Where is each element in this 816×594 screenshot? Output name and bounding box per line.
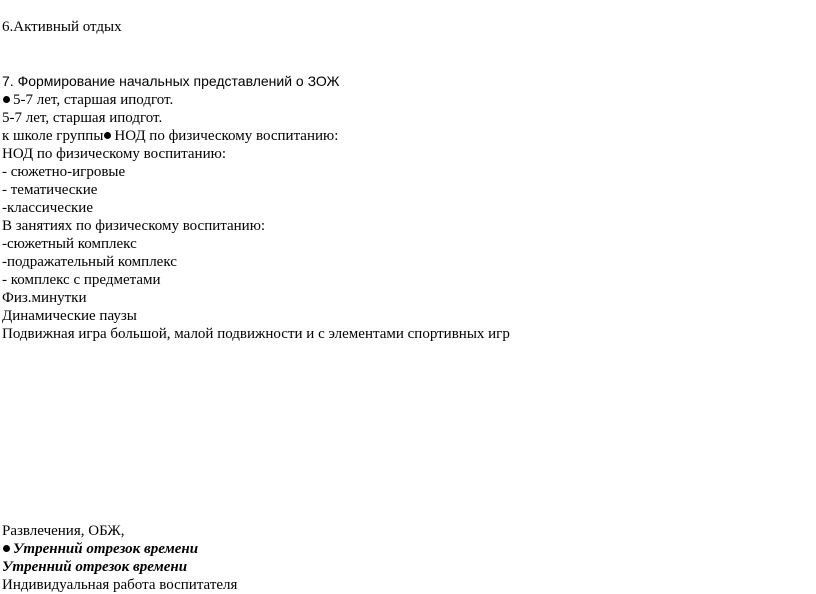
bullet-icon	[104, 132, 111, 139]
list-item-story-complex: -сюжетный комплекс	[2, 236, 137, 252]
pe-classes-heading: В занятиях по физическому воспитанию:	[2, 218, 266, 234]
heading-healthy-lifestyle: 7. Формирование начальных представлений о ЗОЖ	[2, 73, 340, 89]
pe-lesson-heading: НОД по физическому воспитанию:	[2, 146, 226, 162]
list-item-classic: -классические	[2, 200, 93, 216]
bullet-icon	[3, 96, 10, 103]
age-group-text: 5-7 лет, старшая иподгот.	[13, 92, 174, 108]
list-item-story-game: - сюжетно-игровые	[2, 164, 126, 180]
heading-active-rest: 6.Активный отдых	[2, 19, 122, 35]
list-item-imitative-complex: -подражательный комплекс	[2, 254, 177, 270]
individual-work-line: Индивидуальная работа воспитателя	[2, 577, 238, 593]
entertainment-line: Развлечения, ОБЖ,	[2, 523, 125, 539]
list-item-thematic: - тематические	[2, 182, 98, 198]
bullet-line-age-group	[2, 91, 173, 109]
bullet-line-morning	[2, 540, 198, 558]
list-item-dynamic-pauses: Динамические паузы	[2, 308, 137, 324]
morning-period-text: Утренний отрезок времени	[13, 541, 199, 557]
school-group-line	[2, 127, 338, 145]
morning-period-line: Утренний отрезок времени	[2, 559, 188, 575]
bullet-icon	[3, 545, 10, 552]
list-item-objects-complex: - комплекс с предметами	[2, 272, 161, 288]
school-group-text: к школе группы	[2, 128, 104, 144]
list-item-outdoor-games: Подвижная игра большой, малой подвижности и с элементами спортивных игр	[2, 326, 510, 342]
list-item-exercise-breaks: Физ.минутки	[2, 290, 87, 306]
age-group-line: 5-7 лет, старшая иподгот.	[2, 110, 163, 126]
pe-lesson-text: НОД по физическому воспитанию:	[114, 128, 339, 144]
